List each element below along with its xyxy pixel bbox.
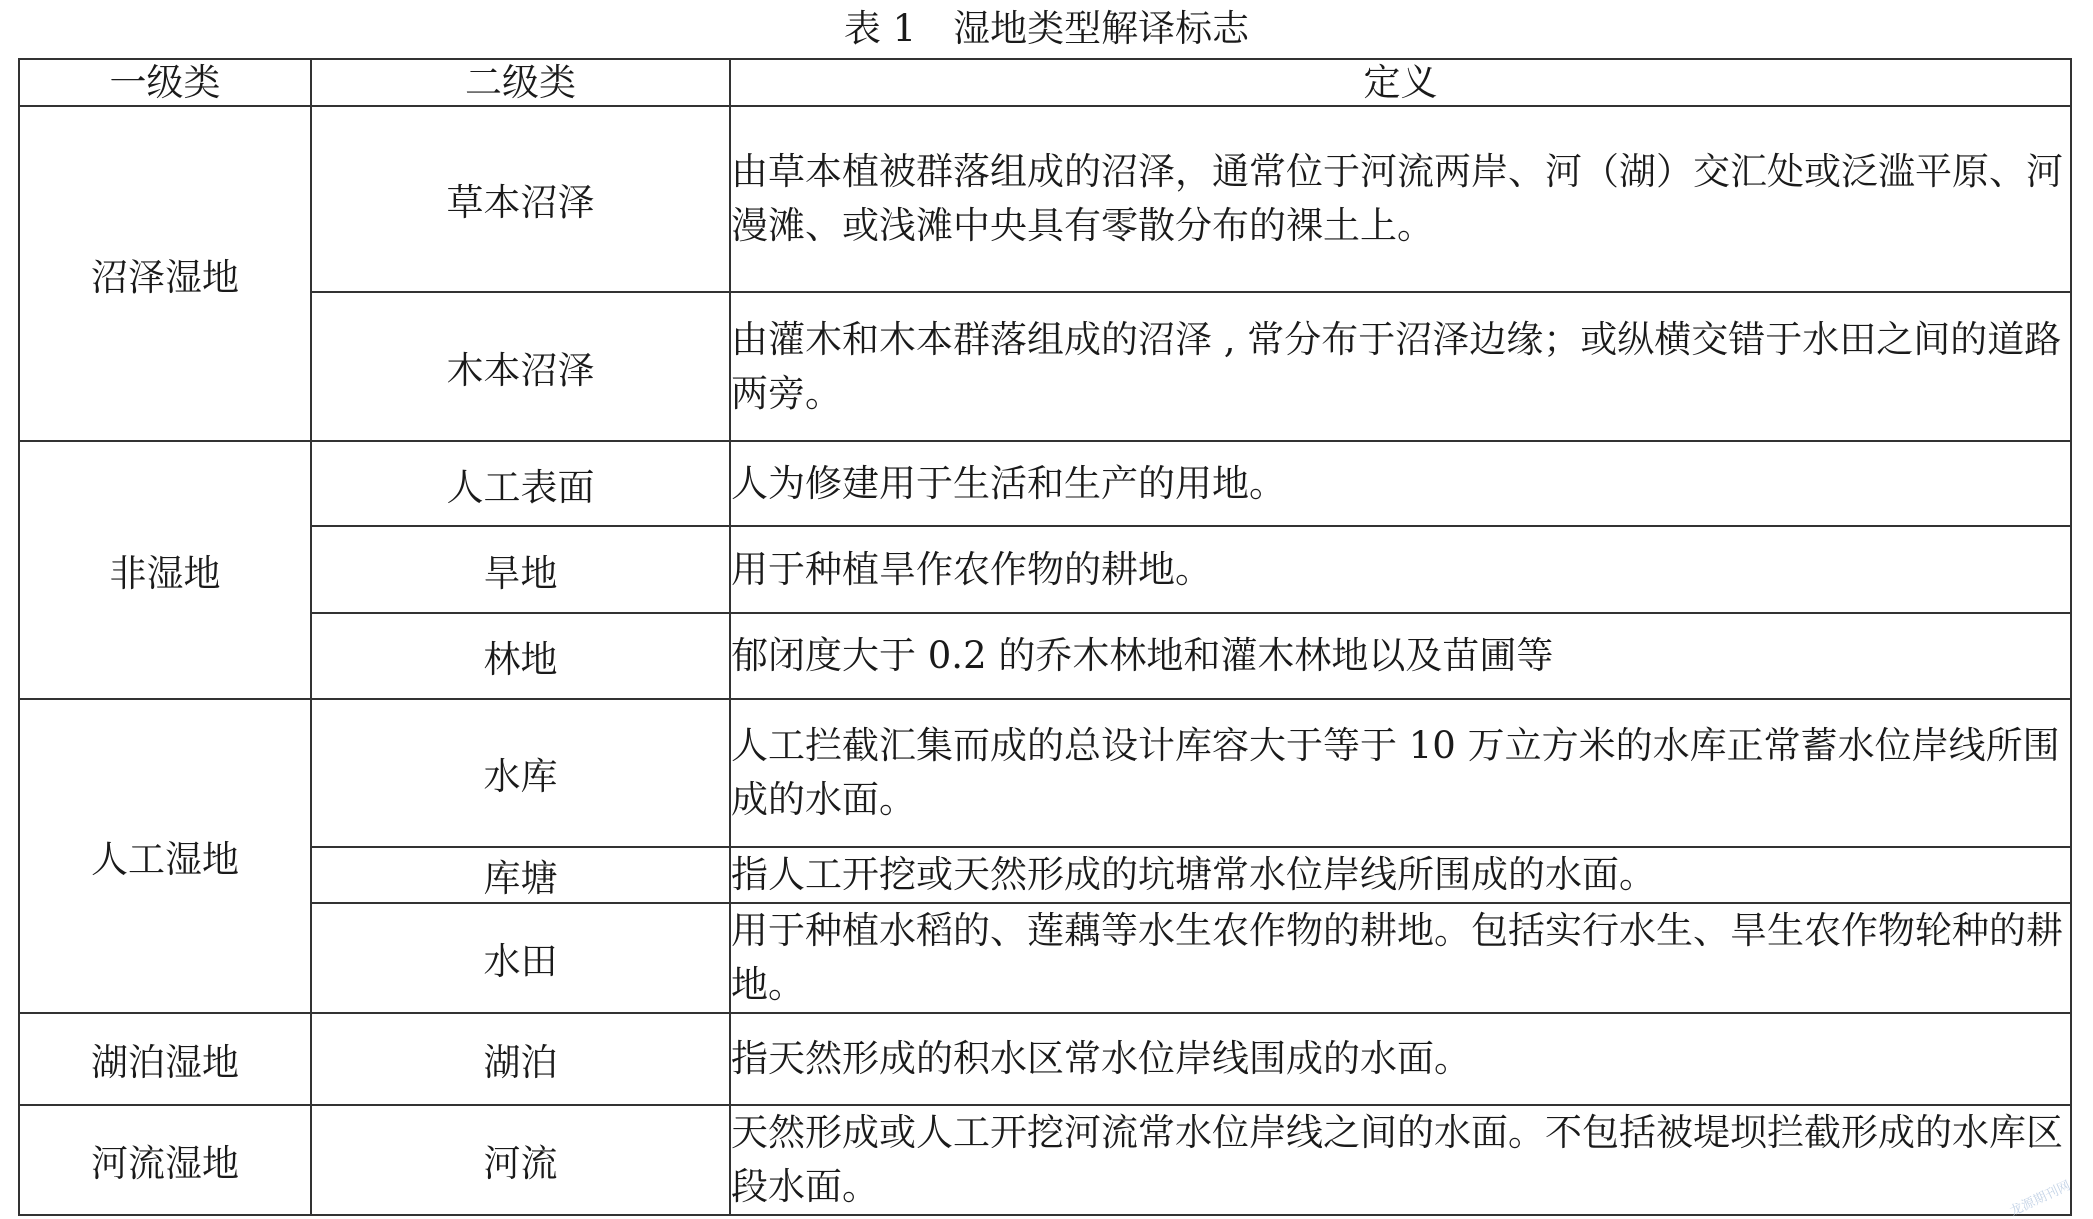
definition-cell: 人为修建用于生活和生产的用地。	[730, 441, 2071, 526]
primary-class-cell: 湖泊湿地	[19, 1013, 311, 1105]
secondary-class-cell: 河流	[311, 1105, 730, 1215]
primary-class-cell: 非湿地	[19, 441, 311, 699]
header-primary-class: 一级类	[19, 59, 311, 106]
table-row	[19, 699, 2071, 847]
secondary-class-cell: 草本沼泽	[311, 106, 730, 292]
secondary-class-cell: 水田	[311, 903, 730, 1013]
secondary-class-cell: 旱地	[311, 526, 730, 613]
table-row	[19, 292, 2071, 441]
header-secondary-class: 二级类	[311, 59, 730, 106]
table-row	[19, 847, 2071, 903]
definition-cell: 由草本植被群落组成的沼泽，通常位于河流两岸、河（湖）交汇处或泛滥平原、河漫滩、或浅滩中央具有零散分布的裸土上。	[730, 106, 2071, 292]
table-row	[19, 1013, 2071, 1105]
secondary-class-cell: 湖泊	[311, 1013, 730, 1105]
header-row	[19, 59, 2071, 106]
secondary-class-cell: 库塘	[311, 847, 730, 903]
definition-cell: 指天然形成的积水区常水位岸线围成的水面。	[730, 1013, 2071, 1105]
definition-cell: 人工拦截汇集而成的总设计库容大于等于 10 万立方米的水库正常蓄水位岸线所围成的水面。	[730, 699, 2071, 847]
secondary-class-cell: 人工表面	[311, 441, 730, 526]
header-definition: 定义	[730, 59, 2071, 106]
table-row	[19, 903, 2071, 1013]
definition-cell: 郁闭度大于 0.2 的乔木林地和灌木林地以及苗圃等	[730, 613, 2071, 699]
table-row	[19, 441, 2071, 526]
secondary-class-cell: 木本沼泽	[311, 292, 730, 441]
table-row	[19, 526, 2071, 613]
wetland-interpretation-table	[18, 58, 2072, 1216]
secondary-class-cell: 水库	[311, 699, 730, 847]
primary-class-cell: 河流湿地	[19, 1105, 311, 1215]
table-row	[19, 1105, 2071, 1215]
table-row	[19, 106, 2071, 292]
table-row	[19, 613, 2071, 699]
definition-cell: 用于种植水稻的、莲藕等水生农作物的耕地。包括实行水生、旱生农作物轮种的耕地。	[730, 903, 2071, 1013]
watermark-text: 龙源期刊网	[2007, 1178, 2073, 1219]
definition-cell: 天然形成或人工开挖河流常水位岸线之间的水面。不包括被堤坝拦截形成的水库区段水面。	[730, 1105, 2071, 1215]
table-caption: 表 1 湿地类型解译标志	[843, 7, 1250, 50]
definition-cell: 指人工开挖或天然形成的坑塘常水位岸线所围成的水面。	[730, 847, 2071, 903]
secondary-class-cell: 林地	[311, 613, 730, 699]
definition-cell: 由灌木和木本群落组成的沼泽 , 常分布于沼泽边缘；或纵横交错于水田之间的道路两旁。	[730, 292, 2071, 441]
definition-cell: 用于种植旱作农作物的耕地。	[730, 526, 2071, 613]
primary-class-cell: 人工湿地	[19, 699, 311, 1013]
primary-class-cell: 沼泽湿地	[19, 106, 311, 441]
